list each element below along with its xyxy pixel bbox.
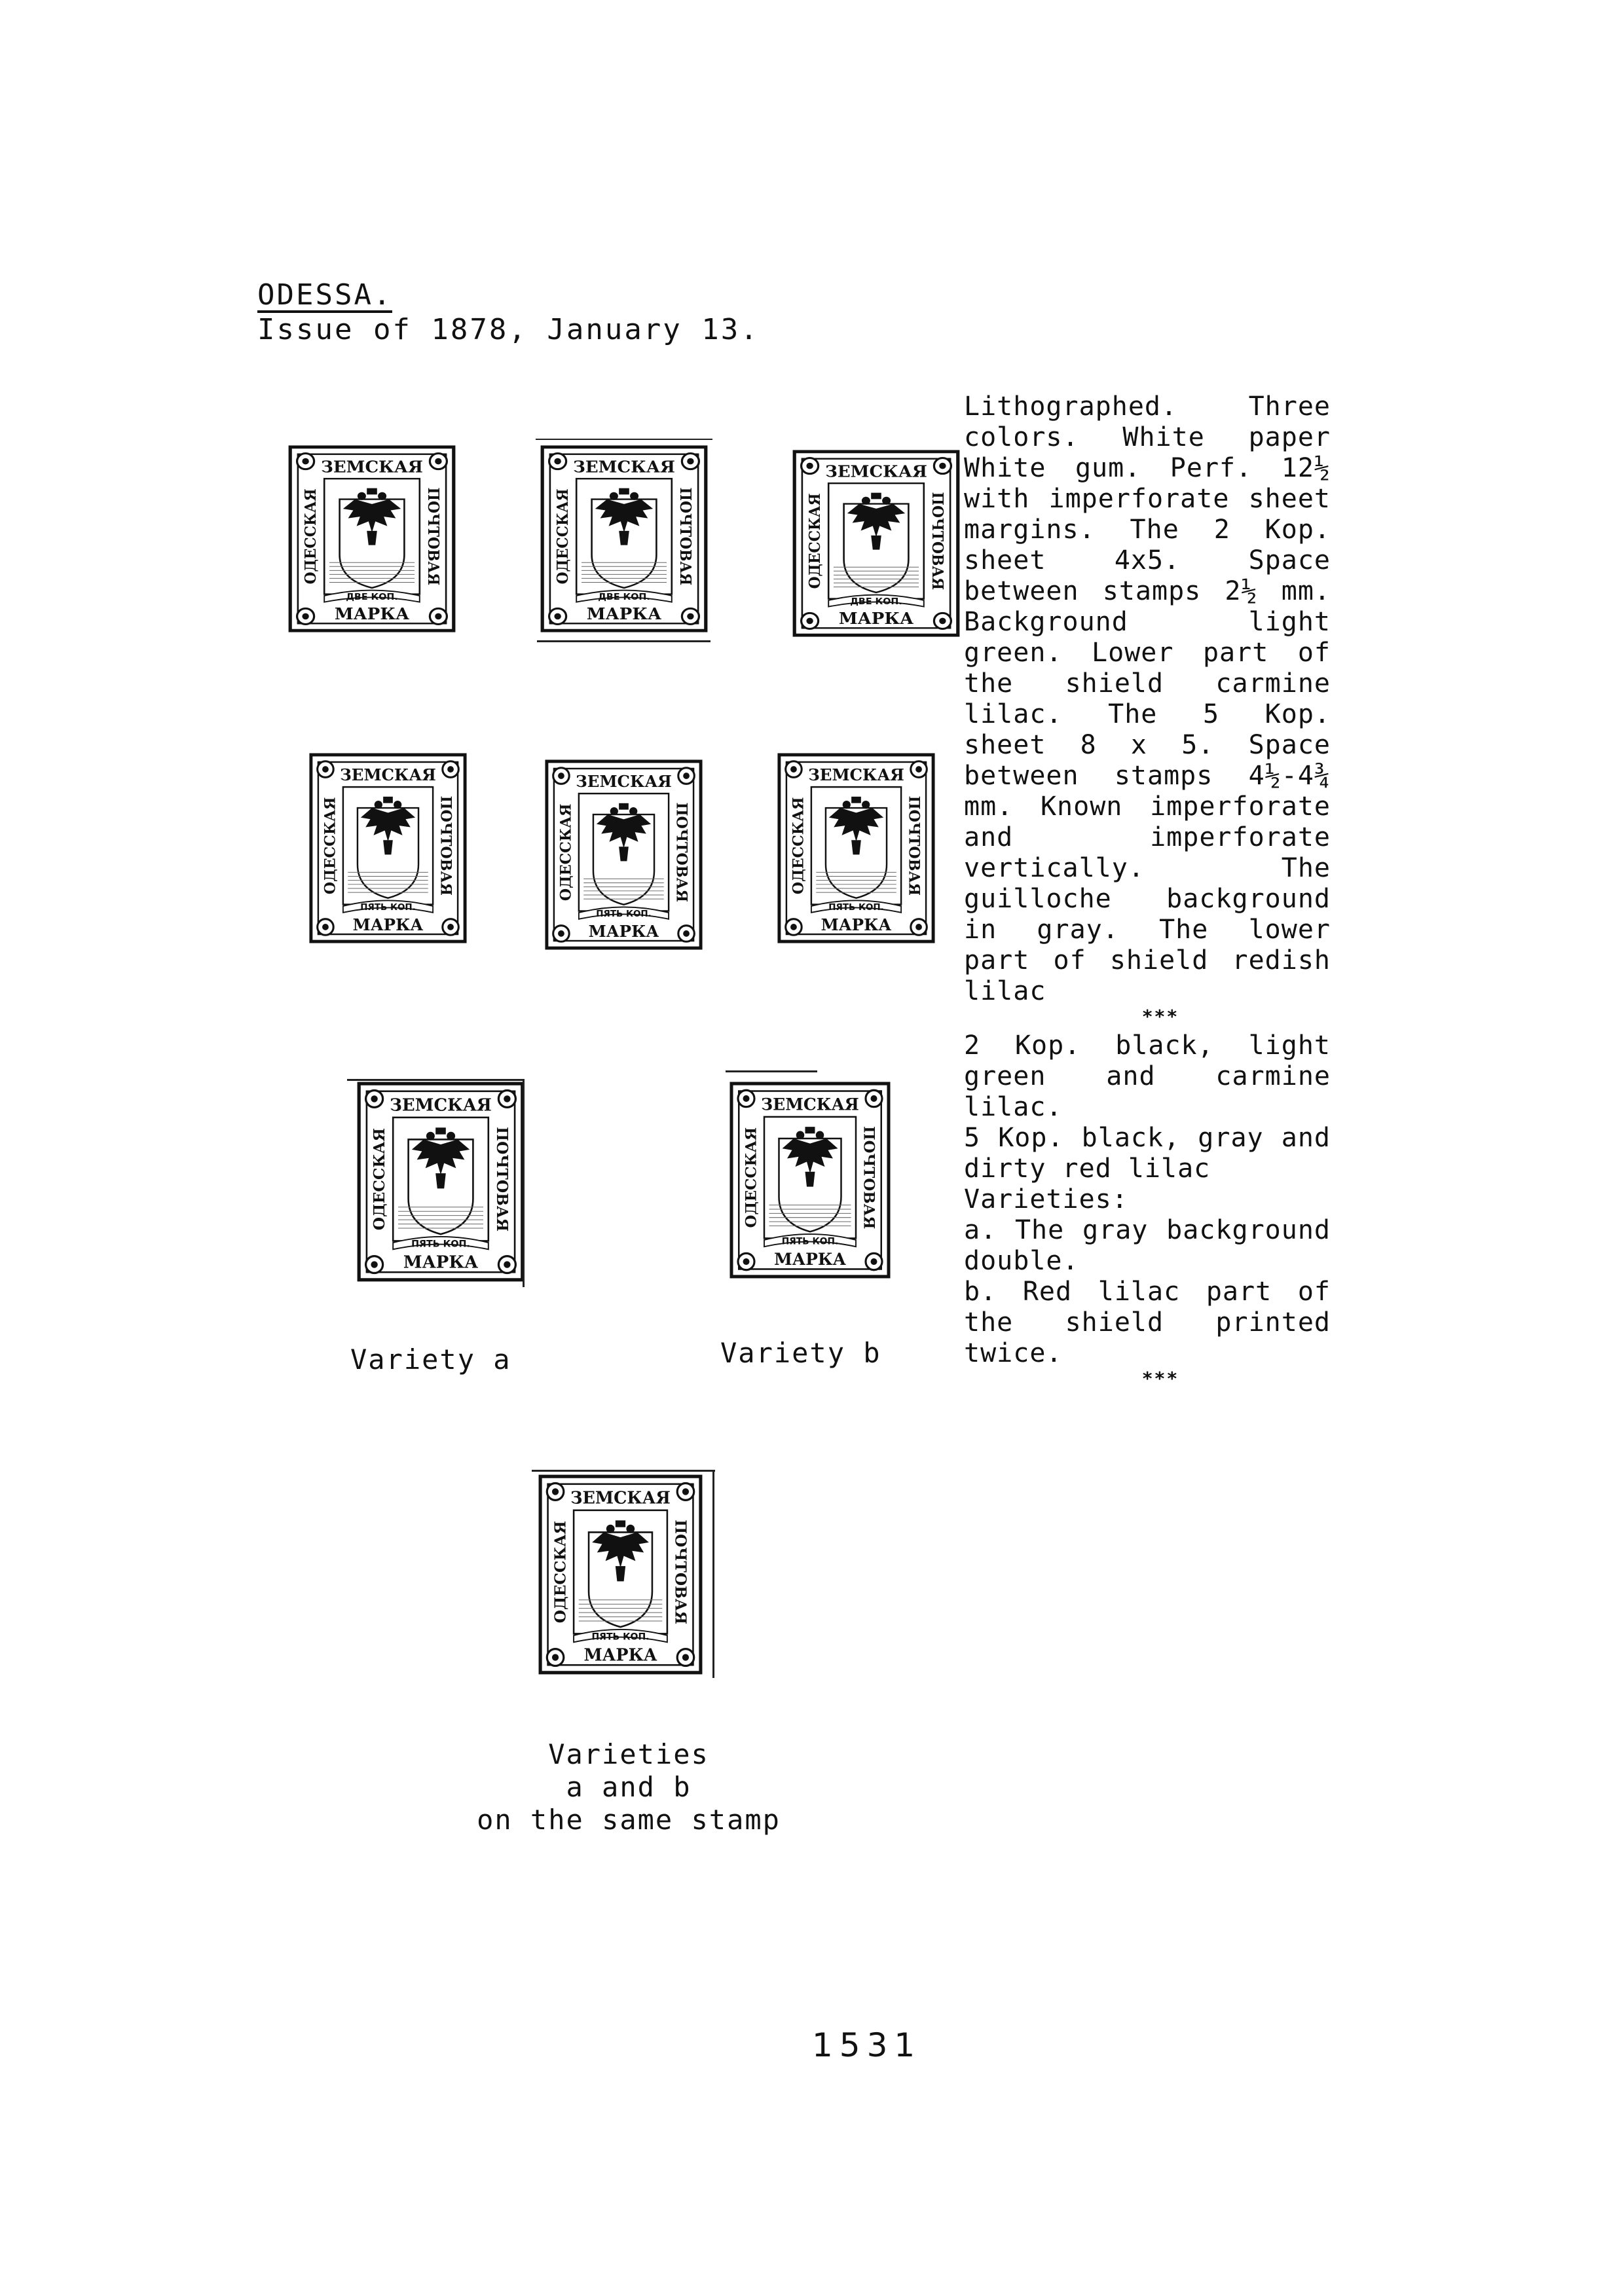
svg-text:ПОЧТОВАЯ: ПОЧТОВАЯ [676,487,694,586]
svg-text:ПЯТЬ КОП.: ПЯТЬ КОП. [360,902,416,913]
scan-mark [537,640,710,642]
svg-text:ПОЧТОВАЯ: ПОЧТОВАЯ [492,1127,511,1232]
svg-text:МАРКА: МАРКА [774,1248,846,1269]
stamp-5kop [776,752,936,945]
svg-text:ЗЕМСКАЯ: ЗЕМСКАЯ [825,462,927,481]
svg-text:МАРКА: МАРКА [586,604,662,624]
svg-text:ПОЧТОВАЯ: ПОЧТОВАЯ [928,492,946,591]
stamp-artwork [537,1473,704,1676]
city-title: ODESSA. [257,278,393,312]
stamp-artwork [791,448,961,638]
stamp-5kop [308,752,468,945]
svg-text:МАРКА: МАРКА [588,921,659,941]
page-number: 1531 [812,2026,922,2064]
svg-text:ДВЕ КОП.: ДВЕ КОП. [346,592,398,602]
svg-text:ЗЕМСКАЯ: ЗЕМСКАЯ [390,1095,492,1116]
stamp-artwork [308,752,468,945]
stamp-variety-a [356,1080,526,1283]
scan-mark [523,1079,525,1287]
stamp-artwork [728,1080,892,1280]
stamp-artwork [544,758,704,951]
stamp-artwork [776,752,936,945]
caption-line: on the same stamp [477,1804,781,1836]
svg-text:ПОЧТОВАЯ: ПОЧТОВАЯ [437,795,454,896]
svg-text:ЗЕМСКАЯ: ЗЕМСКАЯ [761,1094,859,1114]
svg-text:ЗЕМСКАЯ: ЗЕМСКАЯ [340,765,436,785]
svg-text:ПЯТЬ КОП.: ПЯТЬ КОП. [596,909,652,920]
page-heading [257,278,760,347]
svg-text:МАРКА: МАРКА [403,1252,479,1273]
varieties-title: Varieties: [964,1184,1128,1214]
svg-text:ПЯТЬ КОП.: ПЯТЬ КОП. [781,1236,839,1247]
stamp-variety-b [728,1080,892,1280]
scan-mark [347,1079,524,1081]
svg-text:ОДЕССКАЯ: ОДЕССКАЯ [806,493,824,589]
svg-text:МАРКА: МАРКА [838,609,914,629]
svg-text:ОДЕССКАЯ: ОДЕССКАЯ [551,1521,570,1624]
svg-text:ОДЕССКАЯ: ОДЕССКАЯ [743,1127,760,1228]
svg-text:МАРКА: МАРКА [334,604,410,624]
svg-text:ОДЕССКАЯ: ОДЕССКАЯ [322,797,339,895]
svg-text:ЗЕМСКАЯ: ЗЕМСКАЯ [576,772,672,792]
svg-text:ПОЧТОВАЯ: ПОЧТОВАЯ [860,1125,877,1230]
svg-text:ДВЕ КОП.: ДВЕ КОП. [598,592,650,602]
svg-text:ОДЕССКАЯ: ОДЕССКАЯ [554,488,572,585]
svg-text:МАРКА: МАРКА [583,1645,657,1666]
svg-text:ДВЕ КОП.: ДВЕ КОП. [850,596,902,607]
stamp-2kop [539,444,709,634]
stamp-5kop [544,758,704,951]
svg-text:ЗЕМСКАЯ: ЗЕМСКАЯ [808,765,904,785]
variety-a-note: a. The gray background double. [964,1215,1331,1276]
scan-mark [536,439,712,440]
svg-text:ПЯТЬ КОП.: ПЯТЬ КОП. [828,902,884,913]
colors-2kop: 2 Kop. black, light green and carmine lilac. [964,1030,1331,1122]
caption-variety-a: Variety a [350,1343,511,1376]
caption-line: Varieties [548,1738,709,1770]
svg-text:МАРКА: МАРКА [352,915,424,934]
svg-text:ЗЕМСКАЯ: ЗЕМСКАЯ [570,1488,671,1508]
stamp-varieties-a-b [537,1473,704,1676]
caption-line: a and b [566,1771,692,1803]
svg-text:МАРКА: МАРКА [821,915,892,934]
separator-stars: *** [1141,1368,1179,1389]
caption-varieties-a-b [458,1738,799,1836]
caption-variety-b: Variety b [720,1337,881,1369]
svg-text:ЗЕМСКАЯ: ЗЕМСКАЯ [573,457,675,477]
stamp-2kop [791,448,961,638]
svg-text:ЗЕМСКАЯ: ЗЕМСКАЯ [321,457,423,477]
colors-5kop: 5 Kop. black, gray and dirty red lilac [964,1123,1331,1184]
scan-mark [726,1070,817,1072]
stamp-artwork [287,444,457,634]
svg-text:ПОЧТОВАЯ: ПОЧТОВАЯ [905,795,923,896]
svg-text:ОДЕССКАЯ: ОДЕССКАЯ [790,797,807,895]
svg-text:ПЯТЬ КОП.: ПЯТЬ КОП. [591,1631,650,1643]
svg-text:ОДЕССКАЯ: ОДЕССКАЯ [371,1128,389,1231]
separator-stars: *** [1141,1006,1179,1027]
description-paragraph: Lithographed. Three colors. White paper White gum. Perf. 12½ with imperforate sheet margins. The 2 Kop. sheet 4x5. Space between stamps 2½ mm. Background light green. Lower part of the shield carmine lilac. The 5 Kop. sheet 8 x 5. Space between stamps 4½-4¾ mm. Known imperforate and imperforate vertically. The guilloche background in gray. The lower part of shield redish lilac [964,392,1331,1006]
svg-text:ПОЧТОВАЯ: ПОЧТОВАЯ [671,1520,690,1625]
svg-text:ПЯТЬ КОП.: ПЯТЬ КОП. [411,1239,470,1250]
stamp-artwork [356,1080,526,1283]
stamp-artwork [539,444,709,634]
issue-date: Issue of 1878, January 13. [257,313,760,346]
scan-mark [532,1470,715,1472]
description-text [964,392,1331,1393]
scan-mark [712,1470,714,1678]
stamp-2kop [287,444,457,634]
svg-text:ПОЧТОВАЯ: ПОЧТОВАЯ [673,802,690,902]
svg-text:ОДЕССКАЯ: ОДЕССКАЯ [557,803,575,902]
variety-b-note: b. Red lilac part of the shield printed twice. [964,1277,1331,1368]
svg-text:ОДЕССКАЯ: ОДЕССКАЯ [302,488,320,585]
svg-text:ПОЧТОВАЯ: ПОЧТОВАЯ [424,487,442,586]
